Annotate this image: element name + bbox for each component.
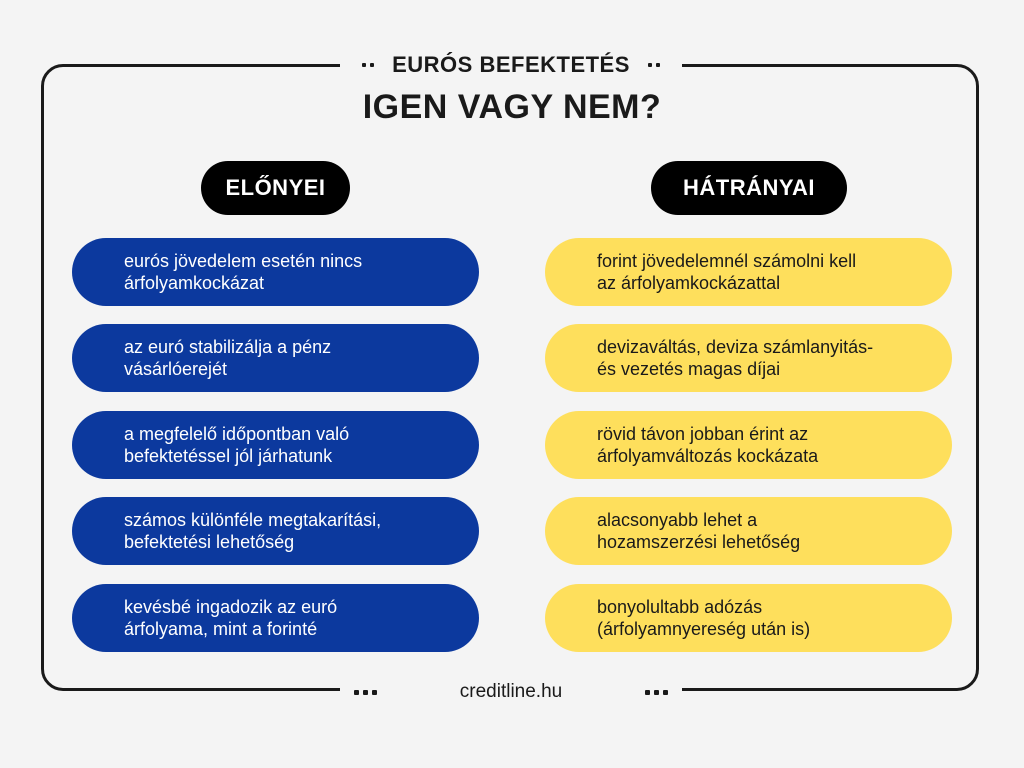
pro-item: a megfelelő időpontban való befektetéssel jól járhatunk	[72, 411, 479, 479]
footer-site: creditline.hu	[459, 681, 563, 702]
header	[340, 50, 682, 80]
con-item: forint jövedelemnél számolni kell az árfolyamkockázattal	[545, 238, 952, 306]
pro-item: számos különféle megtakarítási, befektetési lehetőség	[72, 497, 479, 565]
con-item: devizaváltás, deviza számlanyitás- és vezetés magas díjai	[545, 324, 952, 392]
dots-icon	[362, 63, 374, 67]
con-item: alacsonyabb lehet a hozamszerzési lehetőség	[545, 497, 952, 565]
pro-item: az euró stabilizálja a pénz vásárlóerejét	[72, 324, 479, 392]
dots-icon	[648, 63, 660, 67]
con-item: bonyolultabb adózás (árfolyamnyereség után is)	[545, 584, 952, 652]
page-title: IGEN VAGY NEM?	[362, 88, 662, 126]
dots-icon	[354, 690, 377, 695]
con-item: rövid távon jobban érint az árfolyamváltozás kockázata	[545, 411, 952, 479]
cons-heading: HÁTRÁNYAI	[651, 161, 847, 215]
pro-item: eurós jövedelem esetén nincs árfolyamkockázat	[72, 238, 479, 306]
footer	[340, 678, 682, 706]
pros-heading: ELŐNYEI	[201, 161, 350, 215]
pro-item: kevésbé ingadozik az euró árfolyama, mint a forinté	[72, 584, 479, 652]
subtitle: EURÓS BEFEKTETÉS	[392, 52, 630, 77]
dots-icon	[645, 690, 668, 695]
